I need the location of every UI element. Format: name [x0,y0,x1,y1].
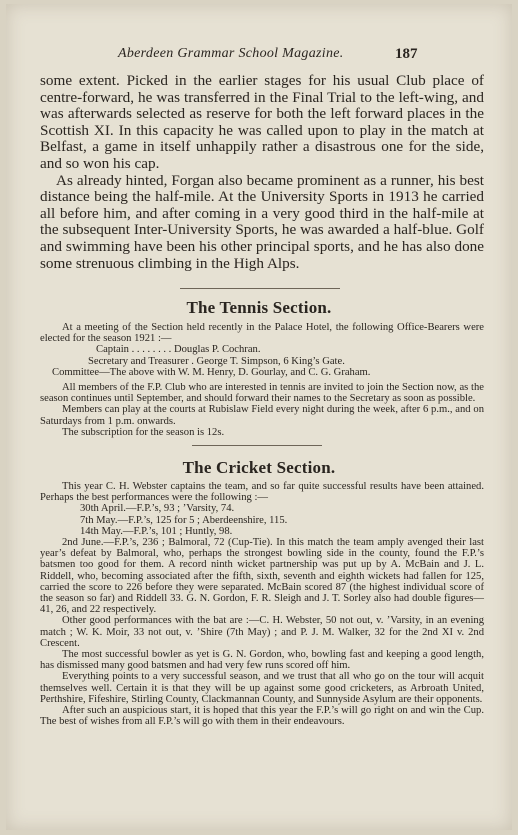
cricket-section-body [40,481,484,727]
tennis-captain-line: Captain . . . . . . . . Douglas P. Cochran. [96,344,261,356]
cricket-paragraph: After such an auspicious start, it is hoped that this year the F.P.’s will go right on and win the Cup. The best of wishes from all F.P.’s will go with them in their endeavours. [40,705,484,728]
cricket-paragraph: 2nd June.—F.P.’s, 236 ; Balmoral, 72 (Cup-Tie). In this match the team amply avenged their last year’s defeat by Balmoral, who, perhaps the strongest bowling side in the county, found the F.P.’s batsmen too good for them. A record ninth wicket partnership was put up by A. McBain and J. L. Riddell, who, becoming associated after the fifth, sixth, seventh and eighth wickets had fallen for 125, carried the score to 226 before they were separated. McBain scored 87 (the highest individual score of the season so far) and Riddell 33. G. N. Gordon, F. R. Sleigh and J. T. Sorley also had double figures—41, 26, and 22 respectively. [40,537,484,616]
page-header [6,46,512,66]
tennis-section-body [40,322,484,438]
magazine-page [6,4,512,830]
cricket-result-line: 14th May.—F.P.’s, 101 ; Huntly, 98. [80,525,233,537]
cricket-paragraph: The most successful bowler as yet is G. N. Gordon, who, bowling fast and keeping a good length, has dismissed many good batsmen and had very few runs scored off him. [40,649,484,672]
tennis-section-title: The Tennis Section. [186,298,332,317]
cricket-paragraph: Everything points to a very successful season, and we trust that all who go on the tour will acquit themselves well. Certain it is that they will be up against some good cricketers, as Arbroath United, Perthshire, Fifeshire, Stirling County, Clackmannan County, and Sunnyside Asylum are their opponents. [40,671,484,705]
tennis-committee-line: Committee—The above with W. M. Henry, D. Gourlay, and C. G. Graham. [52,366,371,378]
running-title: Aberdeen Grammar School Magazine. [118,46,344,61]
section-divider [180,288,340,289]
tennis-paragraph: Members can play at the courts at Rubislaw Field every night during the week, after 6 p.m., and on Saturdays from 1 p.m. onwards. [40,404,484,427]
tennis-paragraph: The subscription for the season is 12s. [62,426,225,438]
cricket-intro: This year C. H. Webster captains the team, and so far quite successful results have been attained. Perhaps the best performances were the following :— [40,481,484,504]
intro-paragraph: some extent. Picked in the earlier stages for his usual Club place of centre-forward, he was transferred in the Final Trial to the left-wing, and was afterwards selected as reserve for both the left forward places in the Scottish XI. In this capacity he was called upon to play in the match at Belfast, a game in itself unhappily rather a disastrous one for the side, and so won his cap. [40,72,484,172]
page-number: 187 [395,46,418,62]
cricket-paragraph: Other good performances with the bat are :—C. H. Webster, 50 not out, v. ’Varsity, in an evening match ; W. K. Moir, 33 not out, v. ’Shire (7th May) ; and P. J. M. Walker, 32 for the 2nd XI v. 2nd Crescent. [40,615,484,649]
tennis-paragraph: All members of the F.P. Club who are interested in tennis are invited to join the Section now, as the season continues until September, and should forward their names to the Secretary as soon as possible. [40,382,484,405]
intro-paragraph: As already hinted, Forgan also became prominent as a runner, his best distance being the half-mile. At the University Sports in 1913 he carried all before him, and after coming in a very good third in the half-mile at the subsequent Inter-University Sports, he was awarded a half-blue. Golf and swimming have been his other principal sports, and he has also done some strenuous climbing in the High Alps. [40,171,484,272]
forgan-biography-text [40,73,484,272]
tennis-intro: At a meeting of the Section held recently in the Palace Hotel, the following Office-Bearers were elected for the season 1921 :— [40,322,484,345]
tennis-secretary-line: Secretary and Treasurer . George T. Simpson, 6 King’s Gate. [88,355,345,367]
cricket-result-line: 30th April.—F.P.’s, 93 ; ’Varsity, 74. [80,503,235,515]
cricket-result-line: 7th May.—F.P.’s, 125 for 5 ; Aberdeenshire, 115. [80,514,288,526]
section-divider [192,445,322,446]
cricket-section-title: The Cricket Section. [182,458,336,477]
